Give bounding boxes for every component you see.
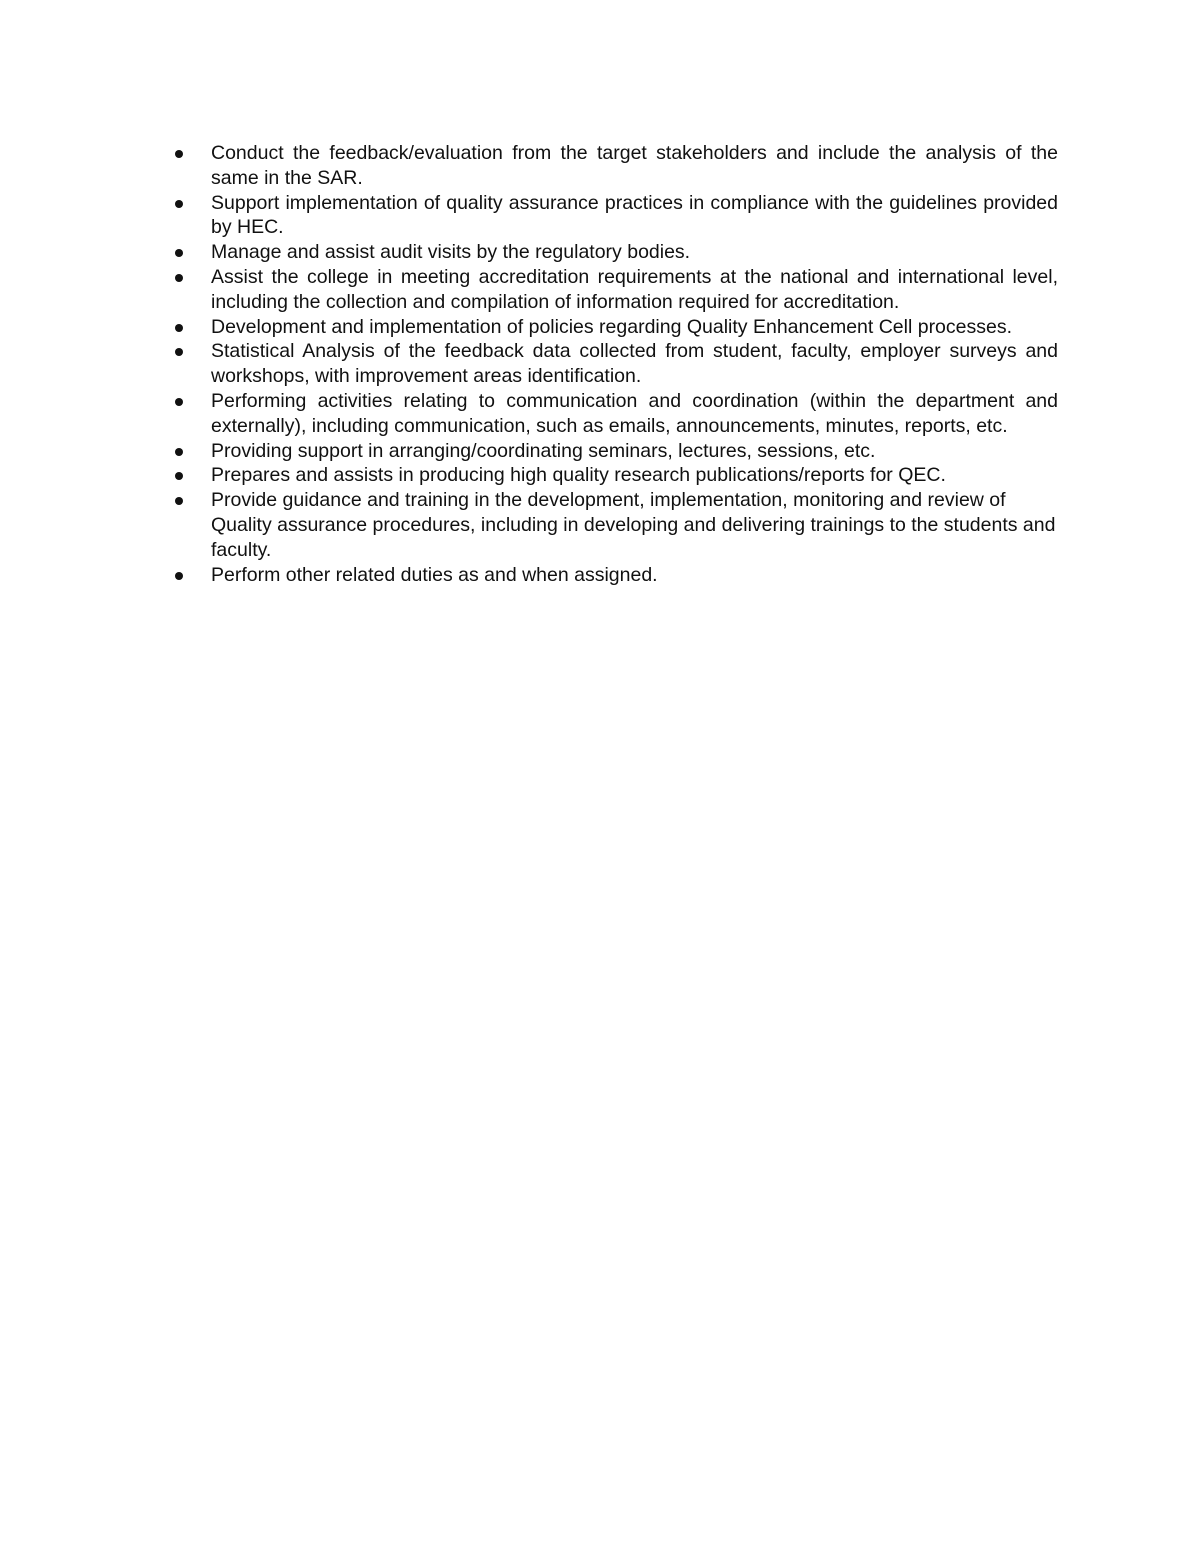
bullet-icon xyxy=(175,249,183,257)
list-item xyxy=(166,315,1058,340)
bullet-icon xyxy=(175,274,183,282)
list-item xyxy=(166,191,1058,241)
list-item-text: Manage and assist audit visits by the regulatory bodies. xyxy=(211,241,691,264)
bullet-icon xyxy=(175,150,183,158)
bullet-icon xyxy=(175,472,183,480)
bullet-icon xyxy=(175,324,183,332)
bullet-icon xyxy=(175,348,183,356)
list-item xyxy=(166,265,1058,315)
list-item-text: Development and implementation of policies regarding Quality Enhancement Cell processes. xyxy=(211,315,1013,338)
bullet-icon xyxy=(175,497,183,505)
list-item xyxy=(166,488,1058,562)
list-item-text: Provide guidance and training in the development, implementation, monitoring and review of Quality assurance procedures, including in developing and delivering trainings to the students and faculty. xyxy=(211,489,1056,561)
list-item-text: Statistical Analysis of the feedback data collected from student, faculty, employer surveys and workshops, with improvement areas identification. xyxy=(211,340,1058,388)
bullet-icon xyxy=(175,572,183,580)
list-item-text: Performing activities relating to communication and coordination (within the department and externally), including communication, such as emails, announcements, minutes, reports, etc. xyxy=(211,389,1058,437)
bullet-icon xyxy=(175,448,183,456)
list-item xyxy=(166,339,1058,389)
list-item xyxy=(166,389,1058,439)
duties-bullet-list xyxy=(166,141,1058,587)
list-item-text: Assist the college in meeting accreditation requirements at the national and international level, including the collection and compilation of information required for accreditation. xyxy=(211,265,1058,313)
list-item-text: Providing support in arranging/coordinating seminars, lectures, sessions, etc. xyxy=(211,439,876,462)
list-item-text: Perform other related duties as and when assigned. xyxy=(211,563,658,586)
list-item xyxy=(166,463,1058,488)
bullet-icon xyxy=(175,398,183,406)
list-item xyxy=(166,563,1058,588)
bullet-icon xyxy=(175,200,183,208)
list-item xyxy=(166,240,1058,265)
list-item-text: Support implementation of quality assurance practices in compliance with the guidelines provided by HEC. xyxy=(211,191,1058,239)
list-item xyxy=(166,141,1058,191)
list-item-text: Conduct the feedback/evaluation from the target stakeholders and include the analysis of the same in the SAR. xyxy=(211,142,1058,189)
list-item xyxy=(166,439,1058,464)
list-item-text: Prepares and assists in producing high quality research publications/reports for QEC. xyxy=(211,464,946,487)
